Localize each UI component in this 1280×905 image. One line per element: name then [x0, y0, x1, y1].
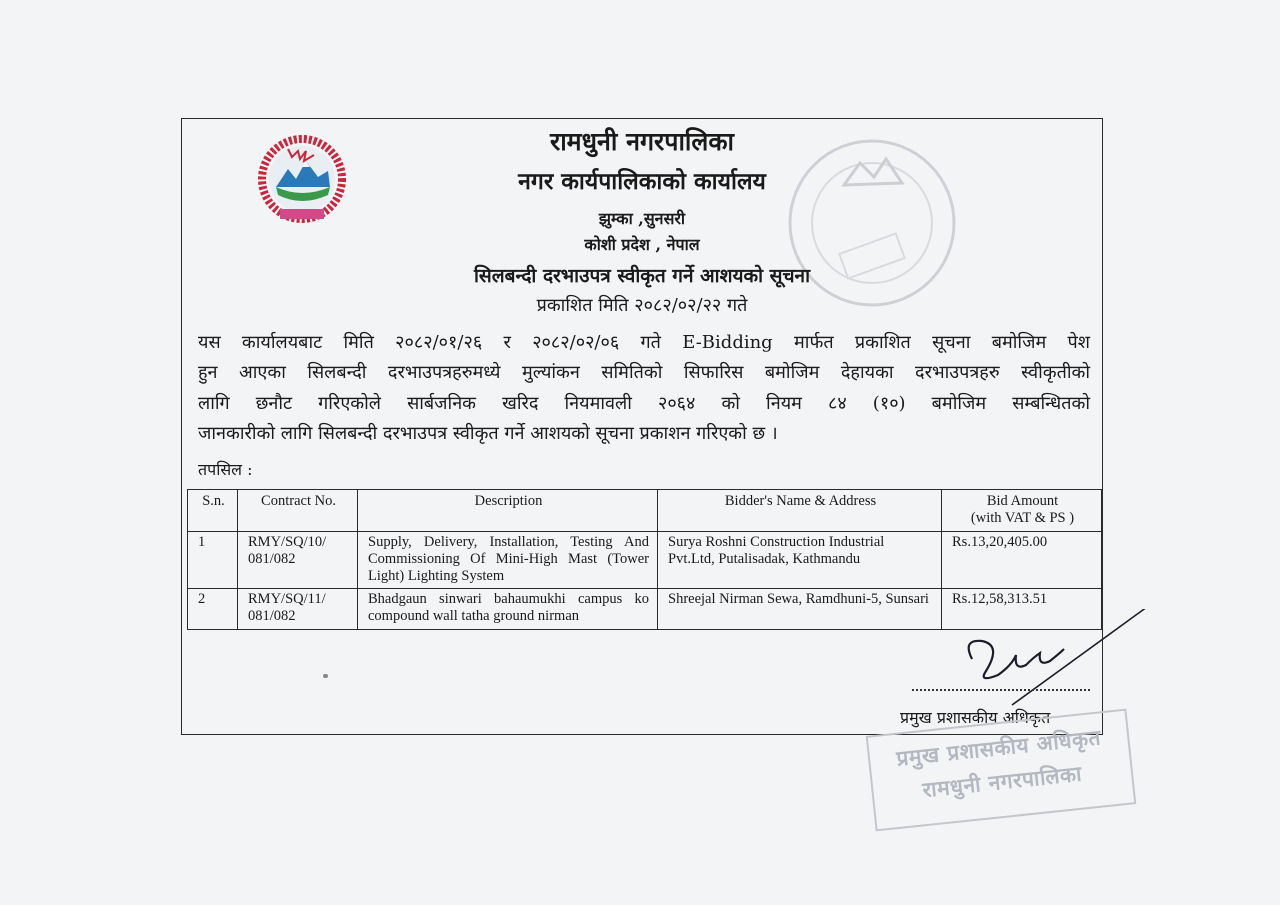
notice-frame [181, 118, 1103, 735]
signature-line [912, 689, 1090, 691]
body-line-3: लागि छनौट गरिएकोले सार्बजनिक खरिद नियमावली २०६४ को नियम ८४ (१०) बमोजिम सम्बन्धितको [198, 393, 1090, 414]
contract-no-part1: RMY/SQ/11/ [248, 591, 326, 607]
cell-sn: 1 [188, 532, 238, 589]
stamp-line-1: प्रमुख प्रशासकीय अधिकृत [895, 725, 1103, 771]
table-header-row [188, 490, 1102, 532]
header-sn: S.n. [188, 490, 238, 532]
cell-description: Bhadgaun sinwari bahaumukhi campus ko compound wall tatha ground nirman [358, 589, 658, 630]
contract-no-part2: 081/082 [248, 551, 296, 567]
details-label: तपसिल : [198, 460, 253, 479]
contract-no-part1: RMY/SQ/10/ [248, 534, 327, 550]
published-date: प्रकाशित मिति २०८२/०२/२२ गते [536, 295, 748, 316]
cell-amount: Rs.13,20,405.00 [942, 532, 1102, 589]
paper-speck [323, 674, 328, 678]
contract-no-part2: 081/082 [248, 608, 296, 624]
header-description: Description [358, 490, 658, 532]
cell-bidder: Surya Roshni Construction Industrial Pvt.Ltd, Putalisadak, Kathmandu [658, 532, 942, 589]
municipality-name: रामधुनी नगरपालिका [549, 127, 735, 156]
header-bid-amount [942, 490, 1102, 532]
body-line-2: हुन आएका सिलबन्दी दरभाउपत्रहरुमध्ये मुल्यांकन समितिको सिफारिस बमोजिम देहायका दरभाउपत्रहरु स्वीकृतीको [198, 362, 1090, 383]
cell-contract-no [238, 589, 358, 630]
stamp-line-2: रामधुनी नगरपालिका [921, 761, 1084, 803]
cell-description: Supply, Delivery, Installation, Testing And Commissioning Of Mini-High Mast (Tower Light) Lighting System [358, 532, 658, 589]
office-name: नगर कार्यपालिकाको कार्यालय [518, 168, 766, 195]
header-contract-no: Contract No. [238, 490, 358, 532]
table-row [188, 532, 1102, 589]
province-line: कोशी प्रदेश , नेपाल [584, 235, 700, 254]
header-bid-amount-line1: Bid Amount [986, 493, 1059, 509]
header-bidder: Bidder's Name & Address [658, 490, 942, 532]
cell-sn: 2 [188, 589, 238, 630]
office-location: झुम्का ,सुनसरी [598, 209, 686, 228]
cell-bidder: Shreejal Nirman Sewa, Ramdhuni-5, Sunsari [658, 589, 942, 630]
body-line-4: जानकारीको लागि सिलबन्दी दरभाउपत्र स्वीकृत गर्ने आशयको सूचना प्रकाशन गरिएको छ । [198, 423, 778, 444]
notice-title: सिलबन्दी दरभाउपत्र स्वीकृत गर्ने आशयको सूचना [473, 265, 811, 287]
cell-contract-no [238, 532, 358, 589]
cell-amount: Rs.12,58,313.51 [942, 589, 1102, 630]
signatory-title: प्रमुख प्रशासकीय अधिकृत [900, 708, 1051, 727]
header-bid-amount-line2: (with VAT & PS ) [970, 510, 1075, 526]
body-line-1: यस कार्यालयबाट मिति २०८२/०१/२६ र २०८२/०२/०६ गते E-Bidding मार्फत प्रकाशित सूचना बमोजिम पेश [198, 332, 1090, 353]
